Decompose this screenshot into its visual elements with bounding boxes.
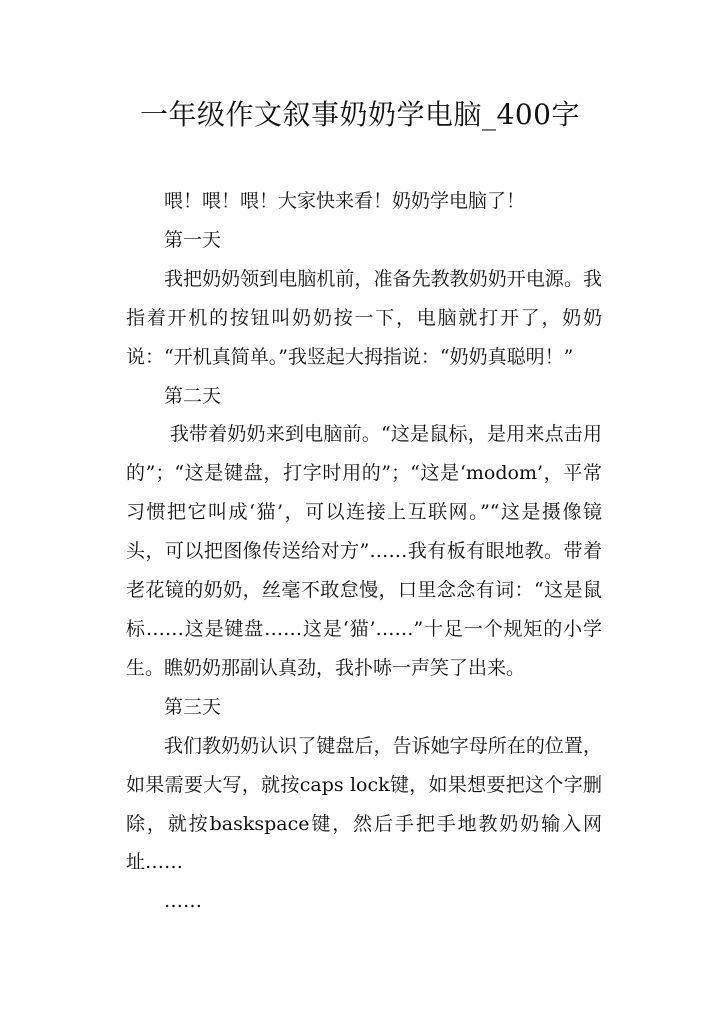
section-heading-day-1: 第一天 [164,228,222,251]
paragraph-day-3: 我们教奶奶认识了键盘后，告诉她字母所在的位置，如果需要大写，就按caps lock键，如果想要把这个字删除，就按baskspace键，然后手把手地教奶奶输入网址…… [126,734,602,874]
paragraph-day-2: 我带着奶奶来到电脑前。“这是鼠标，是用来点击用的”；“这是键盘，打字时用的”；“这是‘modom’，平常习惯把它叫成‘猫’，可以连接上互联网。”“这是摄像镜头，可以把图像传送给对方”……我有板有眼地教。带着老花镜的奶奶，丝毫不敢怠慢，口里念念有词：“这是鼠标……这是键盘……这是‘猫’……”十足一个规矩的小学生。瞧奶奶那副认真劲，我扑哧一声笑了出来。 [126,423,602,679]
paragraph-day-1: 我把奶奶领到电脑机前，准备先教教奶奶开电源。我指着开机的按钮叫奶奶按一下，电脑就打开了，奶奶说：“开机真简单。”我竖起大拇指说：“奶奶真聪明！” [126,267,602,368]
paragraph-ellipsis: …… [164,890,202,913]
paragraph-intro: 喂！喂！喂！大家快来看！奶奶学电脑了！ [164,190,526,212]
section-heading-day-2: 第二天 [164,384,222,407]
document-body [126,182,602,921]
document-title: 一年级作文叙事奶奶学电脑_400字 [140,98,580,131]
section-heading-day-3: 第三天 [164,695,222,718]
